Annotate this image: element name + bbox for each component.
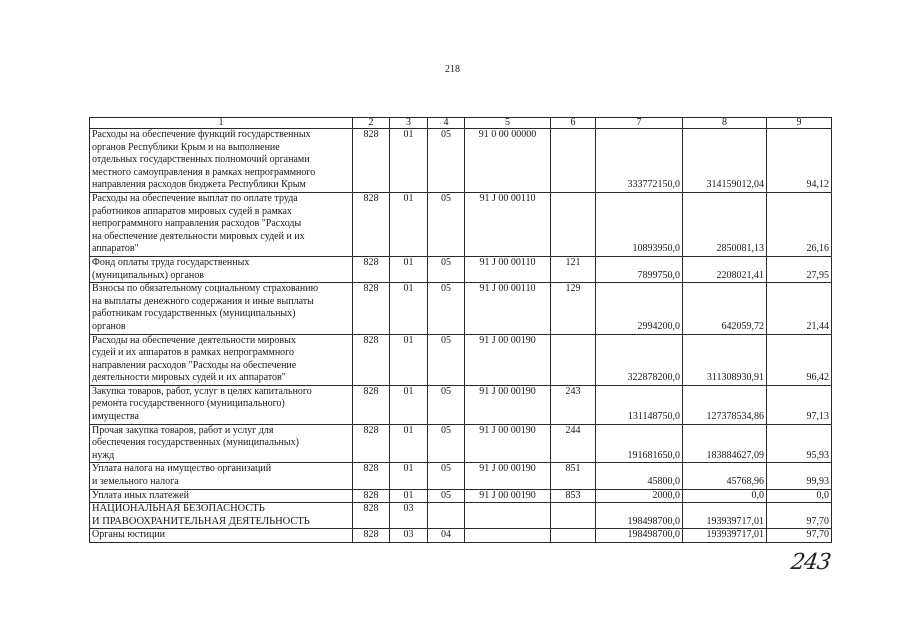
execution-percent: 97,13: [767, 385, 832, 424]
subsection-code: 05: [428, 489, 465, 503]
target-article-code: 91 J 00 00110: [465, 283, 551, 334]
section-code: 01: [390, 192, 428, 256]
execution-percent: 97,70: [767, 529, 832, 543]
row-description-line: нужд: [92, 449, 115, 461]
row-description-line: Расходы на обеспечение деятельности мировых: [92, 334, 296, 346]
row-description-line: Закупка товаров, работ, услуг в целях капитального: [92, 385, 312, 397]
table-row: [90, 463, 832, 489]
ministry-code: 828: [353, 129, 390, 193]
header-col-5: 5: [465, 118, 551, 129]
page-number: 218: [445, 64, 460, 75]
header-col-2: 2: [353, 118, 390, 129]
header-col-7: 7: [596, 118, 683, 129]
row-description-line: НАЦИОНАЛЬНАЯ БЕЗОПАСНОСТЬ: [92, 503, 265, 515]
table-row: [90, 283, 832, 334]
row-description-line: направления расходов бюджета Республики Крым: [92, 179, 306, 191]
row-description-line: имущества: [92, 411, 139, 423]
subsection-code: 05: [428, 424, 465, 463]
subsection-code: 05: [428, 283, 465, 334]
executed-amount: 45768,96: [683, 463, 767, 489]
target-article-code: 91 0 00 00000: [465, 129, 551, 193]
table-row: [90, 334, 832, 385]
header-col-8: 8: [683, 118, 767, 129]
ministry-code: 828: [353, 503, 390, 529]
section-code: 01: [390, 424, 428, 463]
row-description-line: ремонта государственного (муниципального): [92, 398, 285, 410]
target-article-code: 91 J 00 00190: [465, 385, 551, 424]
table-row: [90, 129, 832, 193]
execution-percent: 27,95: [767, 256, 832, 282]
row-description: [90, 385, 353, 424]
row-description-line: местного самоуправления в рамках непрограммного: [92, 166, 316, 178]
expense-type-code: 129: [551, 283, 596, 334]
row-description-line: работников аппаратов мировых судей в рамках: [92, 205, 292, 217]
row-description-line: (муниципальных) органов: [92, 269, 205, 281]
ministry-code: 828: [353, 424, 390, 463]
row-description-line: деятельности мировых судей и их аппаратов": [92, 372, 286, 384]
table-row: [90, 489, 832, 503]
execution-percent: 94,12: [767, 129, 832, 193]
budget-table-body: [90, 129, 832, 543]
executed-amount: 642059,72: [683, 283, 767, 334]
expense-type-code: [551, 503, 596, 529]
executed-amount: 193939717,01: [683, 529, 767, 543]
row-description-line: аппаратов": [92, 243, 139, 255]
row-description-line: Расходы на обеспечение выплат по оплате труда: [92, 192, 298, 204]
row-description-line: на выплаты денежного содержания и иные выплаты: [92, 295, 314, 307]
row-description-line: Взносы по обязательному социальному страхованию: [92, 283, 319, 295]
target-article-code: 91 J 00 00190: [465, 463, 551, 489]
row-description: [90, 334, 353, 385]
row-description-line: отдельных государственных полномочий органами: [92, 154, 310, 166]
execution-percent: 0,0: [767, 489, 832, 503]
planned-amount: 7899750,0: [596, 256, 683, 282]
subsection-code: 04: [428, 529, 465, 543]
table-row: [90, 529, 832, 543]
planned-amount: 198498700,0: [596, 529, 683, 543]
ministry-code: 828: [353, 463, 390, 489]
row-description-line: и земельного налога: [92, 476, 179, 488]
row-description-line: на обеспечение деятельности мировых судей и их: [92, 230, 305, 242]
ministry-code: 828: [353, 192, 390, 256]
planned-amount: 2000,0: [596, 489, 683, 503]
planned-amount: 10893950,0: [596, 192, 683, 256]
row-description: [90, 192, 353, 256]
subsection-code: 05: [428, 129, 465, 193]
section-code: 01: [390, 463, 428, 489]
row-description-line: Органы юстиции: [92, 529, 166, 541]
table-row: [90, 424, 832, 463]
subsection-code: 05: [428, 334, 465, 385]
execution-percent: 96,42: [767, 334, 832, 385]
row-description-line: Уплата иных платежей: [92, 489, 189, 501]
planned-amount: 131148750,0: [596, 385, 683, 424]
expense-type-code: [551, 334, 596, 385]
target-article-code: 91 J 00 00110: [465, 256, 551, 282]
header-col-4: 4: [428, 118, 465, 129]
executed-amount: 314159012,04: [683, 129, 767, 193]
section-code: 03: [390, 503, 428, 529]
row-description: [90, 503, 353, 529]
header-col-9: 9: [767, 118, 832, 129]
section-code: 01: [390, 489, 428, 503]
row-description-line: направления расходов "Расходы на обеспечение: [92, 359, 297, 371]
ministry-code: 828: [353, 529, 390, 543]
expense-type-code: [551, 529, 596, 543]
row-description-line: Прочая закупка товаров, работ и услуг для: [92, 424, 274, 436]
row-description: [90, 256, 353, 282]
executed-amount: 127378534,86: [683, 385, 767, 424]
row-description: [90, 129, 353, 193]
table-row: [90, 256, 832, 282]
table-row: [90, 385, 832, 424]
table-header-row: [90, 118, 832, 129]
target-article-code: 91 J 00 00190: [465, 489, 551, 503]
execution-percent: 26,16: [767, 192, 832, 256]
row-description-line: органов: [92, 320, 126, 332]
subsection-code: 05: [428, 256, 465, 282]
planned-amount: 2994200,0: [596, 283, 683, 334]
planned-amount: 198498700,0: [596, 503, 683, 529]
header-col-6: 6: [551, 118, 596, 129]
expense-type-code: 853: [551, 489, 596, 503]
target-article-code: [465, 503, 551, 529]
executed-amount: 311308930,91: [683, 334, 767, 385]
row-description: [90, 529, 353, 543]
executed-amount: 2850081,13: [683, 192, 767, 256]
execution-percent: 95,93: [767, 424, 832, 463]
execution-percent: 99,93: [767, 463, 832, 489]
subsection-code: [428, 503, 465, 529]
planned-amount: 322878200,0: [596, 334, 683, 385]
executed-amount: 183884627,09: [683, 424, 767, 463]
execution-percent: 21,44: [767, 283, 832, 334]
budget-table: [89, 117, 832, 543]
section-code: 03: [390, 529, 428, 543]
executed-amount: 2208021,41: [683, 256, 767, 282]
section-code: 01: [390, 283, 428, 334]
executed-amount: 193939717,01: [683, 503, 767, 529]
expense-type-code: 121: [551, 256, 596, 282]
expense-type-code: 851: [551, 463, 596, 489]
row-description-line: Уплата налога на имущество организаций: [92, 463, 272, 475]
ministry-code: 828: [353, 334, 390, 385]
execution-percent: 97,70: [767, 503, 832, 529]
row-description-line: обеспечения государственных (муниципальных): [92, 437, 299, 449]
row-description-line: судей и их аппаратов в рамках непрограммного: [92, 347, 295, 359]
expense-type-code: 243: [551, 385, 596, 424]
ministry-code: 828: [353, 385, 390, 424]
ministry-code: 828: [353, 489, 390, 503]
row-description-line: Расходы на обеспечение функций государственных: [92, 129, 311, 140]
section-code: 01: [390, 129, 428, 193]
section-code: 01: [390, 334, 428, 385]
subsection-code: 05: [428, 385, 465, 424]
ministry-code: 828: [353, 256, 390, 282]
row-description-line: Фонд оплаты труда государственных: [92, 256, 250, 268]
target-article-code: 91 J 00 00110: [465, 192, 551, 256]
header-col-3: 3: [390, 118, 428, 129]
planned-amount: 333772150,0: [596, 129, 683, 193]
ministry-code: 828: [353, 283, 390, 334]
handwritten-page-number: 243: [789, 550, 832, 575]
expense-type-code: [551, 192, 596, 256]
target-article-code: [465, 529, 551, 543]
expense-type-code: 244: [551, 424, 596, 463]
row-description-line: И ПРАВООХРАНИТЕЛЬНАЯ ДЕЯТЕЛЬНОСТЬ: [92, 515, 310, 527]
planned-amount: 45800,0: [596, 463, 683, 489]
planned-amount: 191681650,0: [596, 424, 683, 463]
section-code: 01: [390, 256, 428, 282]
table-row: [90, 503, 832, 529]
table-row: [90, 192, 832, 256]
row-description: [90, 463, 353, 489]
target-article-code: 91 J 00 00190: [465, 424, 551, 463]
row-description-line: непрограммного направления расходов "Расходы: [92, 218, 302, 230]
target-article-code: 91 J 00 00190: [465, 334, 551, 385]
header-col-1: 1: [90, 118, 353, 129]
row-description: [90, 424, 353, 463]
row-description-line: органов Республики Крым и на выполнение: [92, 141, 280, 153]
subsection-code: 05: [428, 463, 465, 489]
row-description-line: работникам государственных (муниципальных): [92, 308, 296, 320]
expense-type-code: [551, 129, 596, 193]
subsection-code: 05: [428, 192, 465, 256]
executed-amount: 0,0: [683, 489, 767, 503]
section-code: 01: [390, 385, 428, 424]
row-description: [90, 283, 353, 334]
row-description: [90, 489, 353, 503]
